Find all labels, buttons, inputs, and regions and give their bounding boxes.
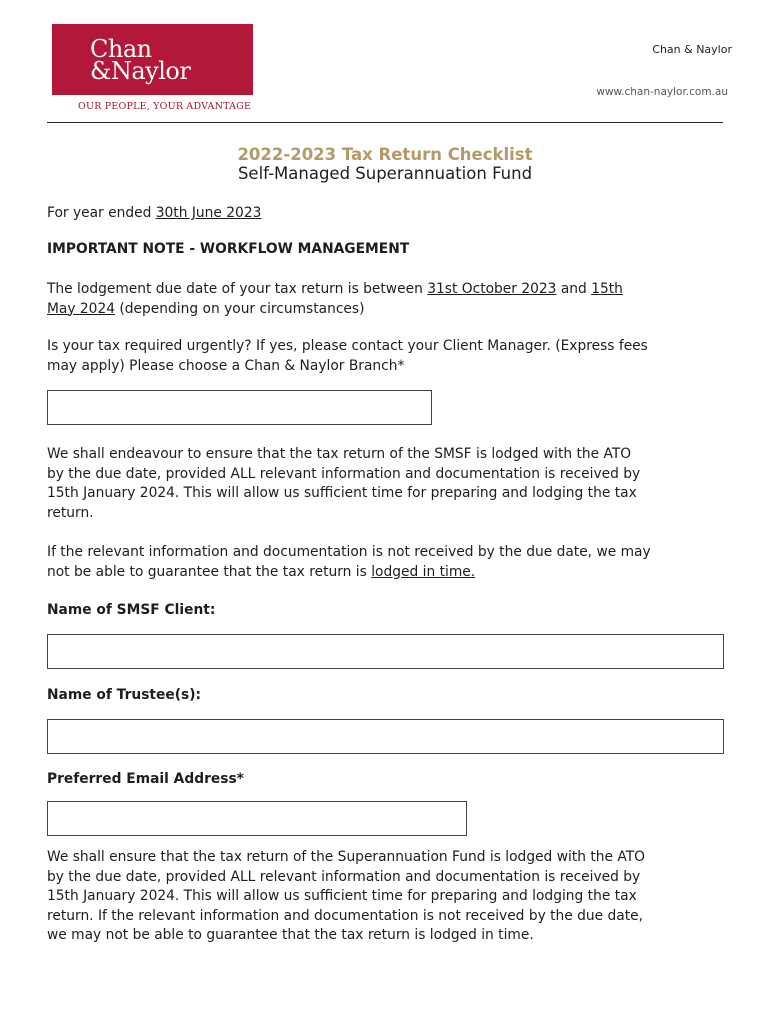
lodgement-line2 — [47, 300, 727, 320]
header-website: www.chan-naylor.com.au — [596, 86, 728, 98]
relevant-paragraph — [47, 543, 727, 582]
lodgement-suffix: (depending on your circumstances) — [115, 300, 365, 317]
urgent-paragraph — [47, 337, 727, 376]
page-title: 2022-2023 Tax Return Checklist — [237, 145, 533, 164]
relevant-line2-text: not be able to guarantee that the tax return is — [47, 563, 372, 580]
lodgement-date-end-part2: May 2024 — [47, 300, 116, 317]
endeavour-line1: We shall endeavour to ensure that the tax return of the SMSF is lodged with the ATO — [47, 446, 632, 462]
closing-line3: 15th January 2024. This will allow us sufficient time for preparing and lodging the tax — [47, 888, 637, 904]
trustee-label: Name of Trustee(s): — [47, 687, 202, 703]
trustee-input[interactable] — [47, 719, 724, 754]
closing-line4: return. If the relevant information and documentation is not received by the due date, — [47, 907, 644, 924]
lodgement-line1 — [47, 280, 727, 300]
urgent-line1: Is your tax required urgently? If yes, please contact your Client Manager. (Express fees — [47, 338, 648, 354]
company-logo — [52, 24, 253, 95]
urgent-line2: may apply) Please choose a Chan & Naylor Branch* — [47, 357, 405, 374]
closing-paragraph — [47, 848, 727, 946]
lodgement-prefix: The lodgement due date of your tax return is between — [47, 281, 428, 297]
endeavour-line2: by the due date, provided ALL relevant information and documentation is received by — [47, 465, 641, 482]
logo-text-line1: Chan — [90, 35, 152, 63]
endeavour-line3: 15th January 2024. This will allow us sufficient time for preparing and lodging the tax — [47, 485, 637, 501]
logo-text-line2: &Naylor — [90, 57, 191, 85]
lodged-in-time-text: lodged in time. — [371, 563, 476, 580]
year-ended-date: 30th June 2023 — [155, 205, 262, 221]
lodgement-paragraph — [47, 280, 727, 319]
header-company-name: Chan & Naylor — [652, 43, 732, 56]
relevant-line2 — [47, 563, 727, 583]
endeavour-line4: return. — [47, 504, 94, 521]
email-label: Preferred Email Address* — [47, 771, 244, 787]
relevant-line1: If the relevant information and documentation is not received by the due date, we may — [47, 544, 651, 560]
company-tagline: OUR PEOPLE, YOUR ADVANTAGE — [78, 101, 252, 112]
year-ended-line — [47, 204, 727, 224]
lodgement-mid: and — [556, 281, 592, 297]
year-ended-prefix: For year ended — [47, 205, 156, 221]
smsf-client-label: Name of SMSF Client: — [47, 602, 216, 618]
header-divider — [47, 122, 723, 123]
smsf-client-input[interactable] — [47, 634, 724, 669]
closing-line2: by the due date, provided ALL relevant information and documentation is received by — [47, 868, 641, 885]
lodgement-date-start: 31st October 2023 — [427, 281, 557, 297]
closing-line1: We shall ensure that the tax return of the Superannuation Fund is lodged with the ATO — [47, 849, 646, 865]
page-subtitle: Self-Managed Superannuation Fund — [237, 164, 533, 183]
important-note-heading: IMPORTANT NOTE - WORKFLOW MANAGEMENT — [47, 241, 410, 257]
endeavour-paragraph — [47, 445, 727, 523]
closing-line5: we may not be able to guarantee that the tax return is lodged in time. — [47, 927, 534, 943]
email-input[interactable] — [47, 801, 467, 836]
lodgement-date-end-part1: 15th — [591, 281, 623, 297]
branch-select-field[interactable] — [47, 390, 432, 425]
